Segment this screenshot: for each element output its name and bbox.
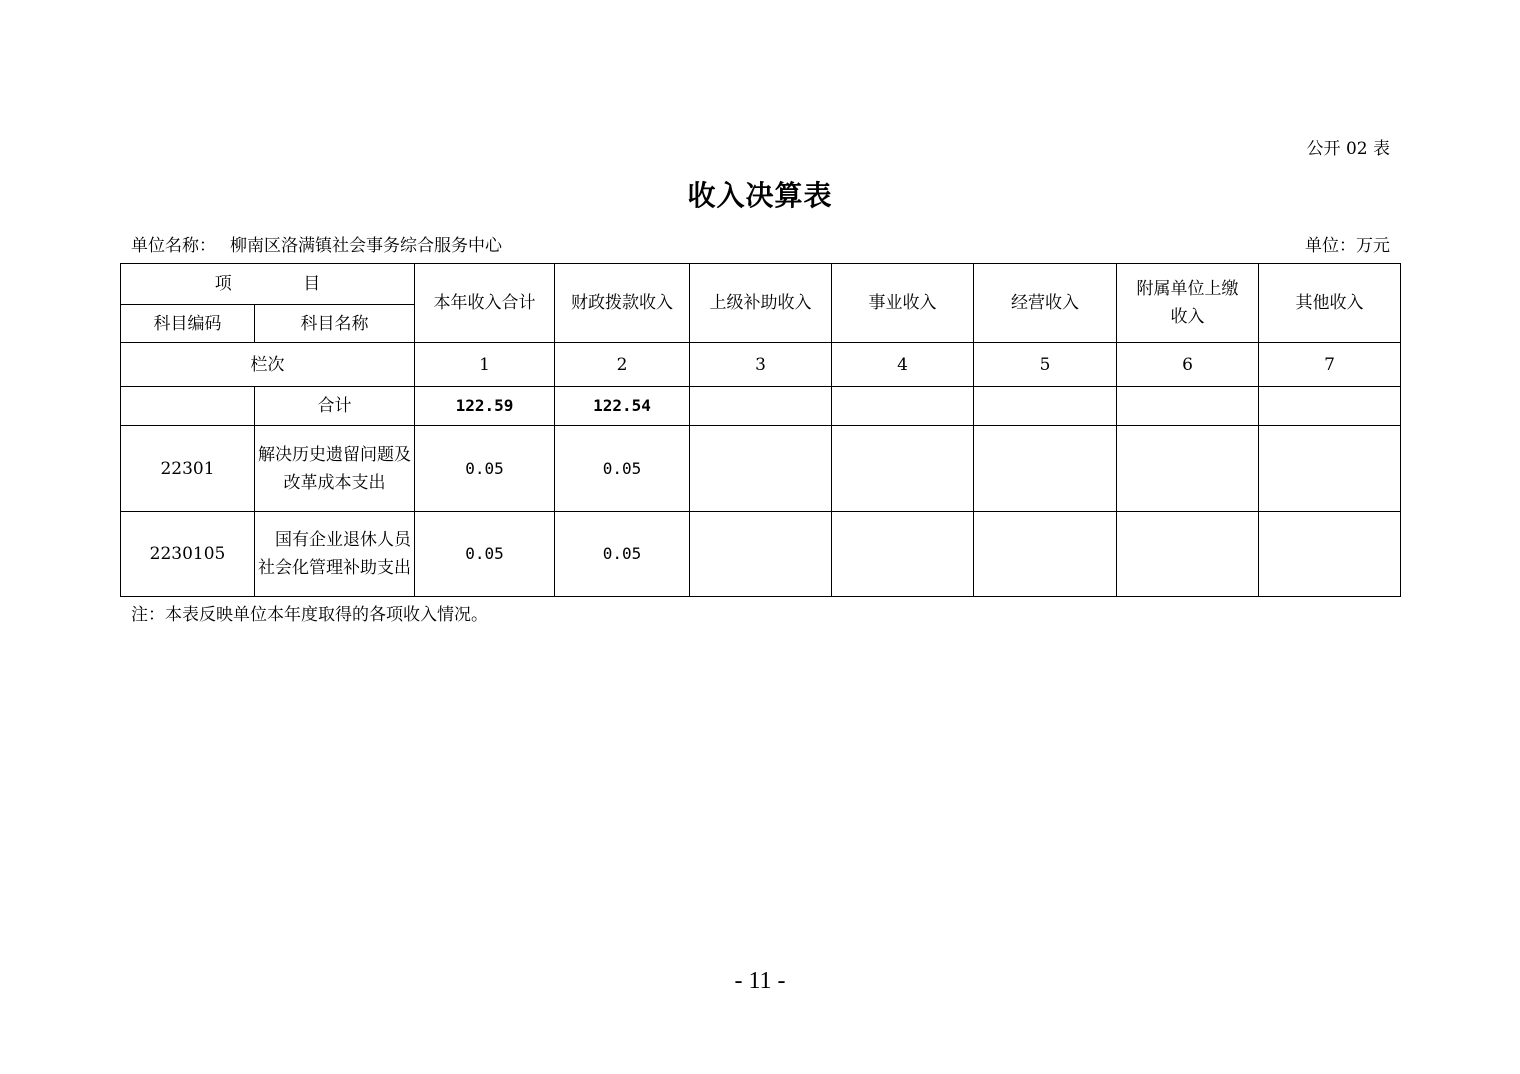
value-cell [690,426,832,512]
page-title: 收入决算表 [687,179,833,212]
column-index-cell: 7 [1259,343,1401,387]
header-name: 科目名称 [255,305,415,343]
table-row [121,512,1401,597]
value-cell: 0.05 [555,512,690,597]
total-value-cell: 122.54 [555,387,690,426]
column-index-cell: 3 [690,343,832,387]
value-cell: 0.05 [555,426,690,512]
subject-name: 国有企业退休人员社会化管理补助支出 [255,512,415,597]
total-value-cell [974,387,1117,426]
value-cell [690,512,832,597]
column-index-cell: 4 [832,343,974,387]
value-cell [974,512,1117,597]
unit-name-label: 单位名称： [131,236,216,256]
column-index-label: 栏次 [121,343,415,387]
subject-code: 22301 [121,426,255,512]
table-note: 注：本表反映单位本年度取得的各项收入情况。 [131,605,488,625]
page-number: - 11 - [734,968,786,994]
value-cell [832,426,974,512]
column-index-cell: 6 [1117,343,1259,387]
column-index-row [121,343,1401,387]
header-col-4: 事业收入 [832,264,974,343]
header-row-1 [121,264,1401,305]
header-col-3: 上级补助收入 [690,264,832,343]
value-cell [1117,512,1259,597]
total-value-cell [832,387,974,426]
income-statement-table [120,263,1401,597]
value-cell: 0.05 [415,512,555,597]
value-cell [974,426,1117,512]
column-index-cell: 2 [555,343,690,387]
header-col-6: 附属单位上缴收入 [1117,264,1259,343]
total-value-cell: 122.59 [415,387,555,426]
header-col-5: 经营收入 [974,264,1117,343]
header-col-7: 其他收入 [1259,264,1401,343]
total-value-cell [690,387,832,426]
total-value-cell [1117,387,1259,426]
total-value-cell [1259,387,1401,426]
header-project: 项 目 [121,264,415,305]
header-code: 科目编码 [121,305,255,343]
subject-code: 2230105 [121,512,255,597]
currency-unit: 单位：万元 [1305,236,1390,256]
value-cell: 0.05 [415,426,555,512]
header-col-1: 本年收入合计 [415,264,555,343]
value-cell [832,512,974,597]
total-row [121,387,1401,426]
unit-name-value: 柳南区洛满镇社会事务综合服务中心 [230,236,502,256]
form-number: 公开 02 表 [1306,139,1390,159]
value-cell [1259,512,1401,597]
total-code-cell [121,387,255,426]
header-col-2: 财政拨款收入 [555,264,690,343]
subject-name: 解决历史遗留问题及改革成本支出 [255,426,415,512]
table-row [121,426,1401,512]
column-index-cell: 1 [415,343,555,387]
value-cell [1117,426,1259,512]
total-label: 合计 [255,387,415,426]
value-cell [1259,426,1401,512]
column-index-cell: 5 [974,343,1117,387]
